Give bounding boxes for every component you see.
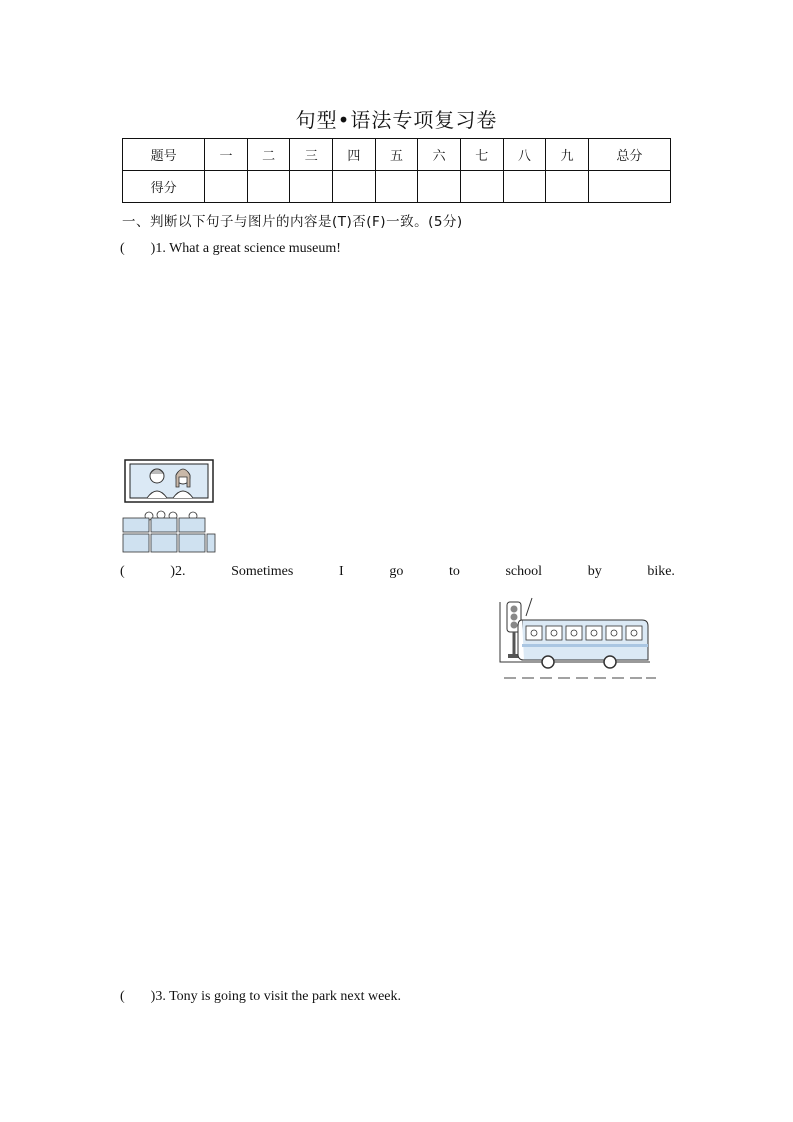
score-table <box>122 138 671 203</box>
question-word: to <box>448 564 460 579</box>
score-input-cell[interactable] <box>247 171 290 203</box>
score-input-cell[interactable] <box>375 171 418 203</box>
question-2 <box>120 564 675 580</box>
answer-paren-open: ( <box>120 989 125 1004</box>
header-label-cell: 题号 <box>123 139 205 171</box>
score-label-cell: 得分 <box>123 171 205 203</box>
column-cell: 七 <box>460 139 503 171</box>
question-word: I <box>339 564 344 579</box>
score-table-header-row <box>123 139 671 171</box>
column-cell: 八 <box>503 139 546 171</box>
question-word: by <box>587 564 602 579</box>
question-3 <box>120 989 401 1005</box>
question-word: )2. <box>170 564 186 579</box>
cinema-illustration <box>121 458 217 554</box>
bus-traffic-light-illustration <box>492 596 658 684</box>
column-cell: 四 <box>333 139 376 171</box>
score-input-cell[interactable] <box>418 171 461 203</box>
column-cell: 一 <box>205 139 248 171</box>
column-cell: 五 <box>375 139 418 171</box>
score-table-score-row <box>123 171 671 203</box>
score-input-cell[interactable] <box>546 171 589 203</box>
question-word: ( <box>120 564 125 579</box>
answer-paren-open: ( <box>120 241 125 256</box>
question-word: Sometimes <box>231 564 294 579</box>
score-input-cell[interactable] <box>205 171 248 203</box>
question-1 <box>120 241 341 257</box>
score-input-cell[interactable] <box>588 171 670 203</box>
question-text: 3. Tony is going to visit the park next week. <box>155 989 402 1004</box>
column-cell: 总分 <box>588 139 670 171</box>
page-title: 句型•语法专项复习卷 <box>295 108 498 132</box>
question-word: bike. <box>647 564 675 579</box>
column-cell: 二 <box>247 139 290 171</box>
score-input-cell[interactable] <box>333 171 376 203</box>
question-word: school <box>505 564 543 579</box>
section-heading: 一、判断以下句子与图片的内容是(T)否(F)一致。(5分) <box>122 214 463 230</box>
score-input-cell[interactable] <box>503 171 546 203</box>
column-cell: 九 <box>546 139 589 171</box>
question-word: go <box>389 564 404 579</box>
column-cell: 六 <box>418 139 461 171</box>
answer-paren-close: ) <box>150 241 156 256</box>
score-input-cell[interactable] <box>290 171 333 203</box>
answer-paren-close: ) <box>150 989 156 1004</box>
column-cell: 三 <box>290 139 333 171</box>
question-text: 1. What a great science museum! <box>155 241 341 256</box>
score-input-cell[interactable] <box>460 171 503 203</box>
